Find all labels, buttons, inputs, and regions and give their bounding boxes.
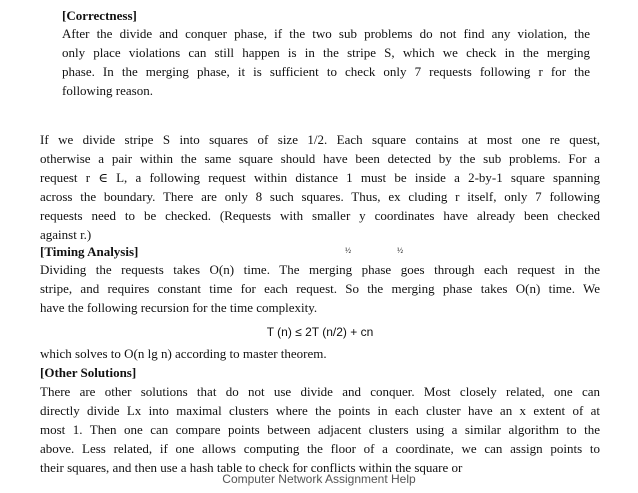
timing-line-1: Dividing the requests takes O(n) time. The merging phase goes through each request in the <box>40 262 600 277</box>
recurrence-equation: T (n) ≤ 2T (n/2) + cn <box>266 325 374 339</box>
timing-line-3: have the following recursion for the time complexity. <box>40 300 318 315</box>
paragraph-line-1: If we divide stripe S into squares of size 1/2. Each square contains at most one re quest, <box>40 132 600 147</box>
paragraph-line-3: request r ∈ L, a following request within distance 1 must be inside a 2-by-1 square spanning <box>40 170 600 185</box>
paragraph-line-6: against r.) <box>40 227 92 242</box>
timing-line-2: stripe, and requires constant time for each request. So the merging phase takes O(n) time. We <box>40 281 600 296</box>
paragraph-line-4: across the boundary. There are only 8 such squares. Thus, ex cluding r itself, only 7 following <box>40 189 600 204</box>
paragraph-line-5: requests need to be checked. (Requests with smaller y coordinates have already been checked <box>40 208 600 223</box>
paragraph-line-2: otherwise a pair within the same square should have been detected by the sub problems. For a <box>40 151 600 166</box>
other-line-4: above. Less related, if one allows computing the floor of a coordinate, we can assign points to <box>40 441 600 456</box>
timing-heading: [Timing Analysis] <box>40 244 139 259</box>
correctness-line-2: only place violations can still happen is in the stripe S, which we check in the merging <box>62 45 590 60</box>
footer-caption: Computer Network Assignment Help <box>222 472 416 486</box>
other-solutions-heading: [Other Solutions] <box>40 365 137 380</box>
stray-fraction-marks: ½ ½ <box>345 246 425 255</box>
correctness-heading: [Correctness] <box>62 8 137 23</box>
correctness-line-3: phase. In the merging phase, it is sufficient to check only 7 requests following r for the <box>62 64 590 79</box>
correctness-line-4: following reason. <box>62 83 153 98</box>
other-line-2: directly divide Lx into maximal clusters where the points in each cluster have an x extent of at <box>40 403 600 418</box>
other-line-1: There are other solutions that do not use divide and conquer. Most closely related, one can <box>40 384 600 399</box>
other-line-5: their squares, and then use a hash table to check for conflicts within the square or <box>40 460 463 475</box>
timing-conclusion: which solves to O(n lg n) according to master theorem. <box>40 346 327 361</box>
correctness-line-1: After the divide and conquer phase, if the two sub problems do not find any violation, the <box>62 26 590 41</box>
other-line-3: most 1. Then one can compare points between adjacent clusters using a similar algorithm to the <box>40 422 600 437</box>
